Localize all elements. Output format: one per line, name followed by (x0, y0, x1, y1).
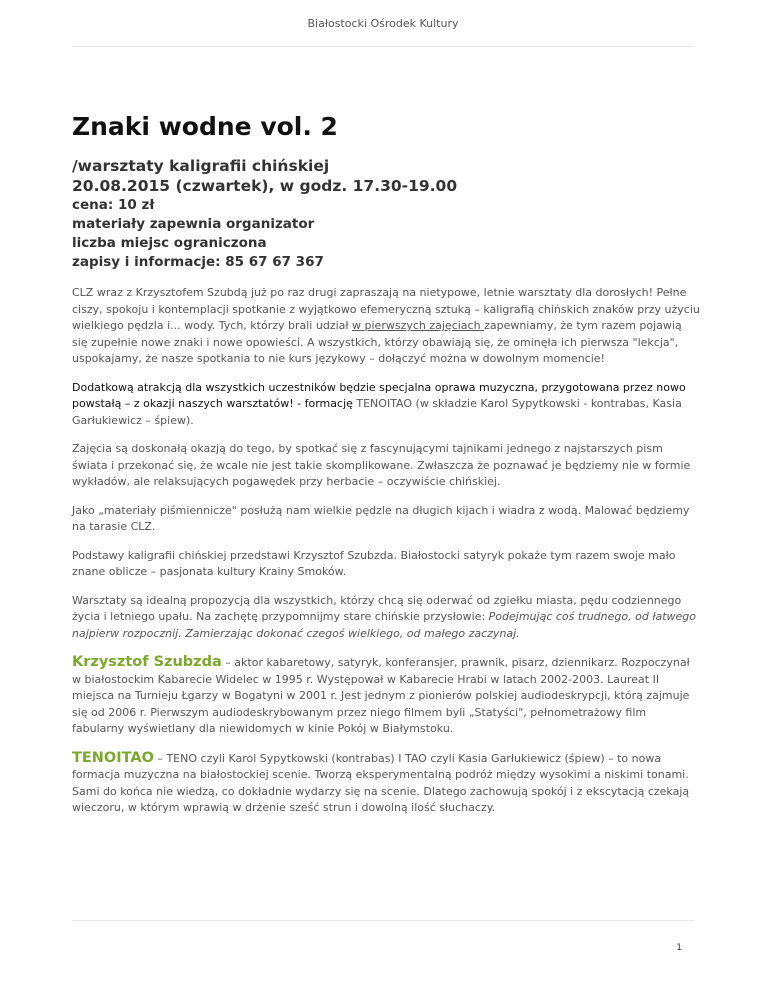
page-footer (72, 920, 694, 953)
event-contact: zapisy i informacje: 85 67 67 367 (72, 254, 324, 270)
event-seats: liczba miejsc ograniczona (72, 235, 267, 251)
paragraph-text: Dodatkową atrakcją dla wszystkich uczestników będzie specjalna oprawa muzyczna, przygotowana przez nowo powstałą – z okazji naszych warsztatów! - formację (72, 380, 686, 410)
proverb-quote: Podejmując coś trudnego, od łatwego najpierw rozpocznij. Zamierzając dokonać czegoś wielkiego, od małego zaczynaj. (72, 610, 697, 640)
paragraph-music (72, 380, 700, 430)
event-date: 20.08.2015 (czwartek), w godz. 17.30-19.00 (72, 177, 458, 195)
paragraph-basics: Podstawy kaligrafii chińskiej przedstawi Krzysztof Szubzda. Białostocki satyryk pokaże tym razem swoje mało znane oblicze – pasjonata kultury Krainy Smoków. (72, 548, 676, 578)
paragraph-text: CLZ wraz z Krzysztofem Szubdą już po raz drugi zapraszają na nietypowe, letnie warsztaty dla dorosłych! Pełne ciszy, spokoju i kontemplacji spotkanie z wyjątkowo efemeryczną sztuką – kaligrafią chińskich znaków przy użyciu wielkiego pędzla i... wody. Tych, którzy brali udział (72, 286, 700, 332)
event-subtitle: /warsztaty kaligrafii chińskiej (72, 157, 330, 175)
paragraph-proverb (72, 593, 700, 643)
paragraph-text: TENOITAO (w składzie Karol Sypytkowski - kontrabas, Kasia Garłukiewicz – śpiew). (72, 397, 682, 427)
site-name: Białostocki Ośrodek Kultury (307, 17, 459, 30)
paragraph-text: zapewniamy, że tym razem pojawią się zupełnie nowe znaki i nowe opowieści. A wszystkich, którzy obawiają się, że ominęła ich pierwsza "lekcja", uspokajamy, że nasze spotkania to nie kurs językowy – dołączyć można w dowolnym momencie! (72, 319, 682, 365)
bio-name: Krzysztof Szubzda (72, 654, 222, 670)
bio-name: TENOITAO (72, 749, 154, 766)
page-title: Znaki wodne vol. 2 (72, 112, 338, 141)
article (72, 112, 700, 829)
event-info (72, 156, 700, 272)
page-header (72, 0, 694, 47)
event-price: cena: 10 zł (72, 197, 155, 213)
bio-szubzda (72, 654, 700, 738)
first-classes-link[interactable]: w pierwszych zajęciach (352, 319, 485, 332)
bio-text: – TENO czyli Karol Sypytkowski (kontrabas) I TAO czyli Kasia Garłukiewicz (śpiew) – to nowa formacja muzyczna na białostockiej scenie. Tworzą eksperymentalną podróż między wysokimi a niskimi tonami. Sami do końca nie wiedzą, co dokładnie wydarzy się na scenie. Dlatego zachowują spokój i z ekscytacją czekają wieczoru, w którym wprawią w drżenie sześć strun i dowolną ilość słuchaczy. (72, 751, 690, 814)
bio-tenoitao (72, 750, 700, 817)
event-materials: materiały zapewnia organizator (72, 216, 315, 232)
page-number: 1 (676, 943, 682, 953)
paragraph-occasion: Zajęcia są doskonałą okazją do tego, by spotkać się z fascynującymi tajnikami jednego z najstarszych pism świata i przekonać się, że wcale nie jest takie skomplikowane. Zwłaszcza że poznawać je będziemy nie w formie wykładów, ale relaksujących pogawędek przy herbacie – oczywiście chińskiej. (72, 442, 691, 488)
paragraph-materials: Jako „materiały piśmiennicze" posłużą nam wielkie pędzle na długich kijach i wiadra z wodą. Malować będziemy na tarasie CLZ. (72, 503, 690, 533)
paragraph-text: Warsztaty są idealną propozycją dla wszystkich, którzy chcą się oderwać od zgiełku miasta, pędu codziennego życia i letniego upału. Na zachętę przypomnijmy stare chińskie przysłowie: (72, 593, 682, 623)
bio-text: – aktor kabaretowy, satyryk, konferansjer, prawnik, pisarz, dziennikarz. Rozpoczynał w białostockim Kabarecie Widelec w 1995 r. Występował w Kabarecie Hrabi w latach 2002-2003. Laureat II miejsca na Turnieju Łgarzy w Bogatyni w 2001 r. Jest jednym z pionierów polskiej audiodeskrypcji, którą zajmuje się od 2006 r. Pierwszym audiodeskrybowanym przez niego filmem byli „Statyści", pełnometrażowy film fabularny wyświetlany dla niewidomych w kinie Pokój w Białymstoku. (72, 656, 690, 735)
paragraph-intro (72, 285, 700, 368)
